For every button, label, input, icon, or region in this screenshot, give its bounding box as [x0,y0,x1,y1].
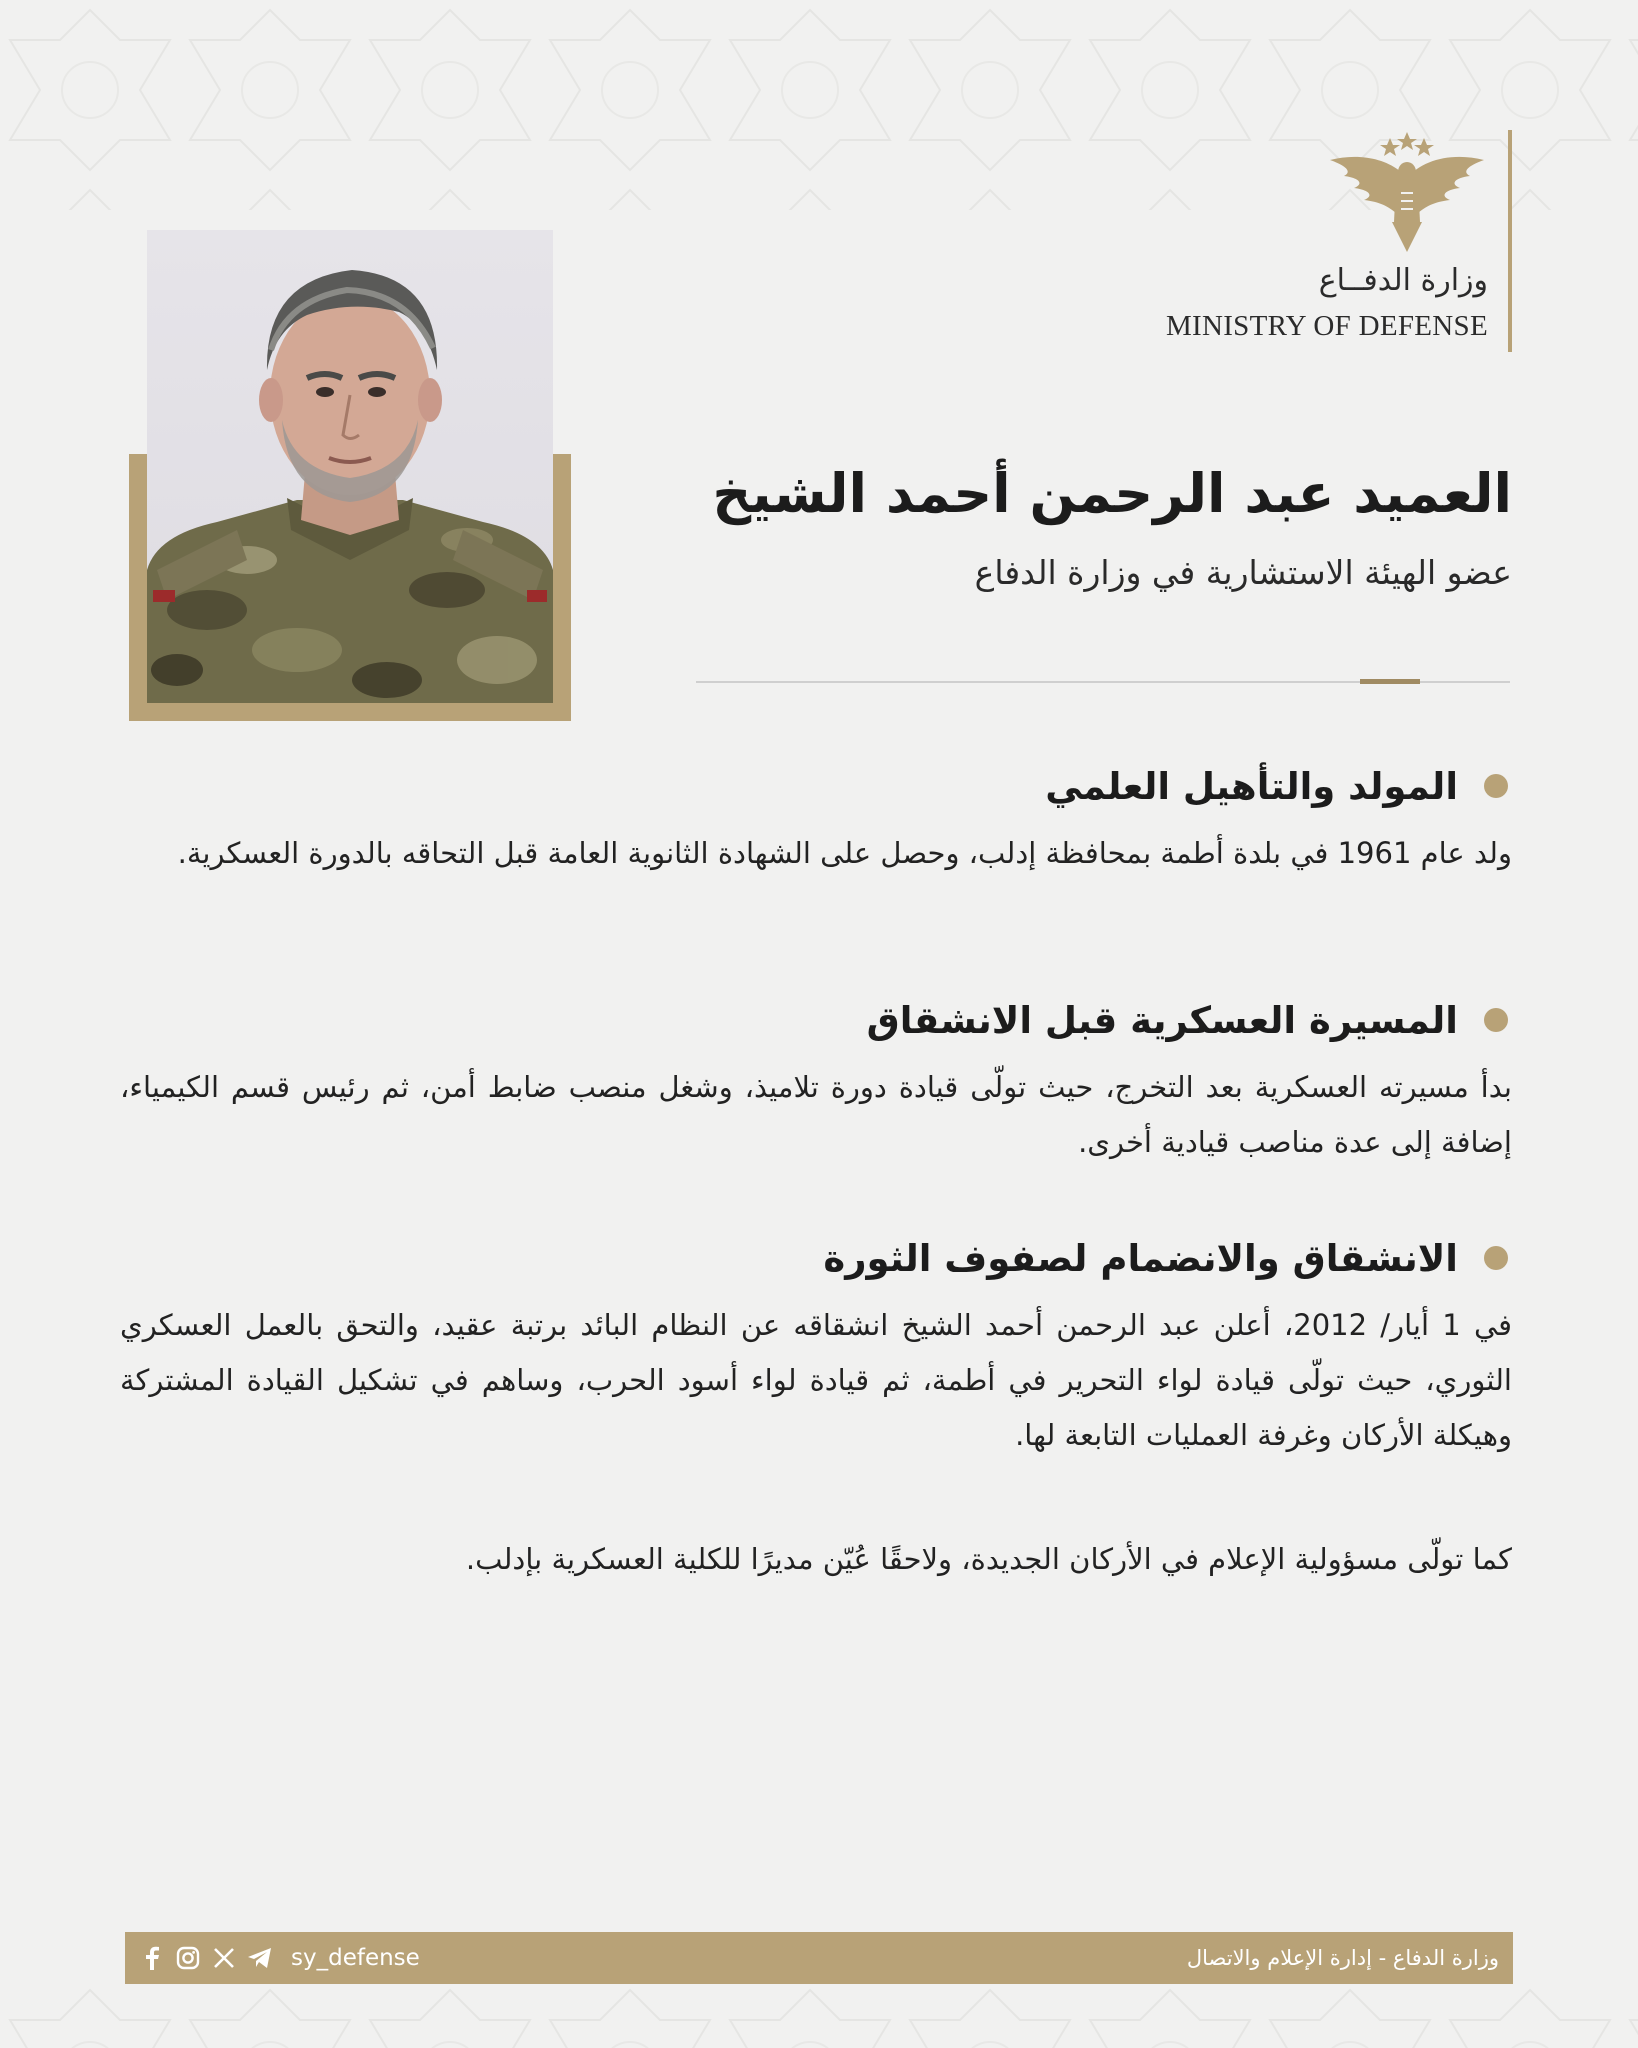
section-title-text: الانشقاق والانضمام لصفوف الثورة [823,1236,1458,1280]
section-title-text: المولد والتأهيل العلمي [1045,764,1458,808]
section-body: في 1 أيار/ 2012، أعلن عبد الرحمن أحمد الشيخ انشقاقه عن النظام البائد برتبة عقيد، والتحق بالعمل العسكري الثوري، حيث تولّى قيادة لواء التحرير في أطمة، ثم قيادة لواء أسود الحرب، وساهم في تشكيل القيادة المشتركة وهيكلة الأركان وغرفة العمليات التابعة لها. [120,1308,1512,1452]
section-birth-education [120,756,1512,881]
instagram-icon[interactable] [175,1945,201,1971]
footer-credit: وزارة الدفاع - إدارة الإعلام والاتصال [1186,1946,1499,1970]
section-title [120,990,1512,1050]
section-body: ولد عام 1961 في بلدة أطمة بمحافظة إدلب، وحصل على الشهادة الثانوية العامة قبل التحاقه بالدورة العسكرية. [177,836,1512,870]
header-divider-accent [1360,679,1420,684]
portrait-photo [147,230,553,703]
bullet-icon [1484,1246,1508,1270]
bullet-icon [1484,774,1508,798]
eagle-emblem-icon [1322,130,1492,255]
social-handle[interactable]: sy_defense [291,1945,420,1971]
bullet-icon [1484,1008,1508,1032]
section-defection [120,1228,1512,1463]
ministry-name-arabic: وزارة الدفــاع [1318,263,1488,298]
closing-paragraph: كما تولّى مسؤولية الإعلام في الأركان الجديدة، ولاحقًا عُيّن مديرًا للكلية العسكرية بإدلب. [465,1542,1512,1576]
telegram-icon[interactable] [247,1945,273,1971]
social-links [139,1945,420,1971]
portrait-illustration [147,230,553,703]
x-icon[interactable] [211,1945,237,1971]
section-title [120,1228,1512,1288]
section-title [120,756,1512,816]
person-role: عضو الهيئة الاستشارية في وزارة الدفاع [974,553,1512,592]
facebook-icon[interactable] [139,1945,165,1971]
footer-bar [125,1932,1513,1984]
person-name: العميد عبد الرحمن أحمد الشيخ [712,462,1512,525]
logo-divider [1508,130,1512,352]
section-body: بدأ مسيرته العسكرية بعد التخرج، حيث تولّى قيادة دورة تلاميذ، وشغل منصب ضابط أمن، ثم رئيس قسم الكيمياء، إضافة إلى عدة مناصب قيادية أخرى. [120,1070,1512,1159]
section-title-text: المسيرة العسكرية قبل الانشقاق [866,998,1458,1042]
ministry-logo [1150,130,1512,352]
ministry-name-english: MINISTRY OF DEFENSE [1165,310,1488,342]
section-military-career [120,990,1512,1170]
